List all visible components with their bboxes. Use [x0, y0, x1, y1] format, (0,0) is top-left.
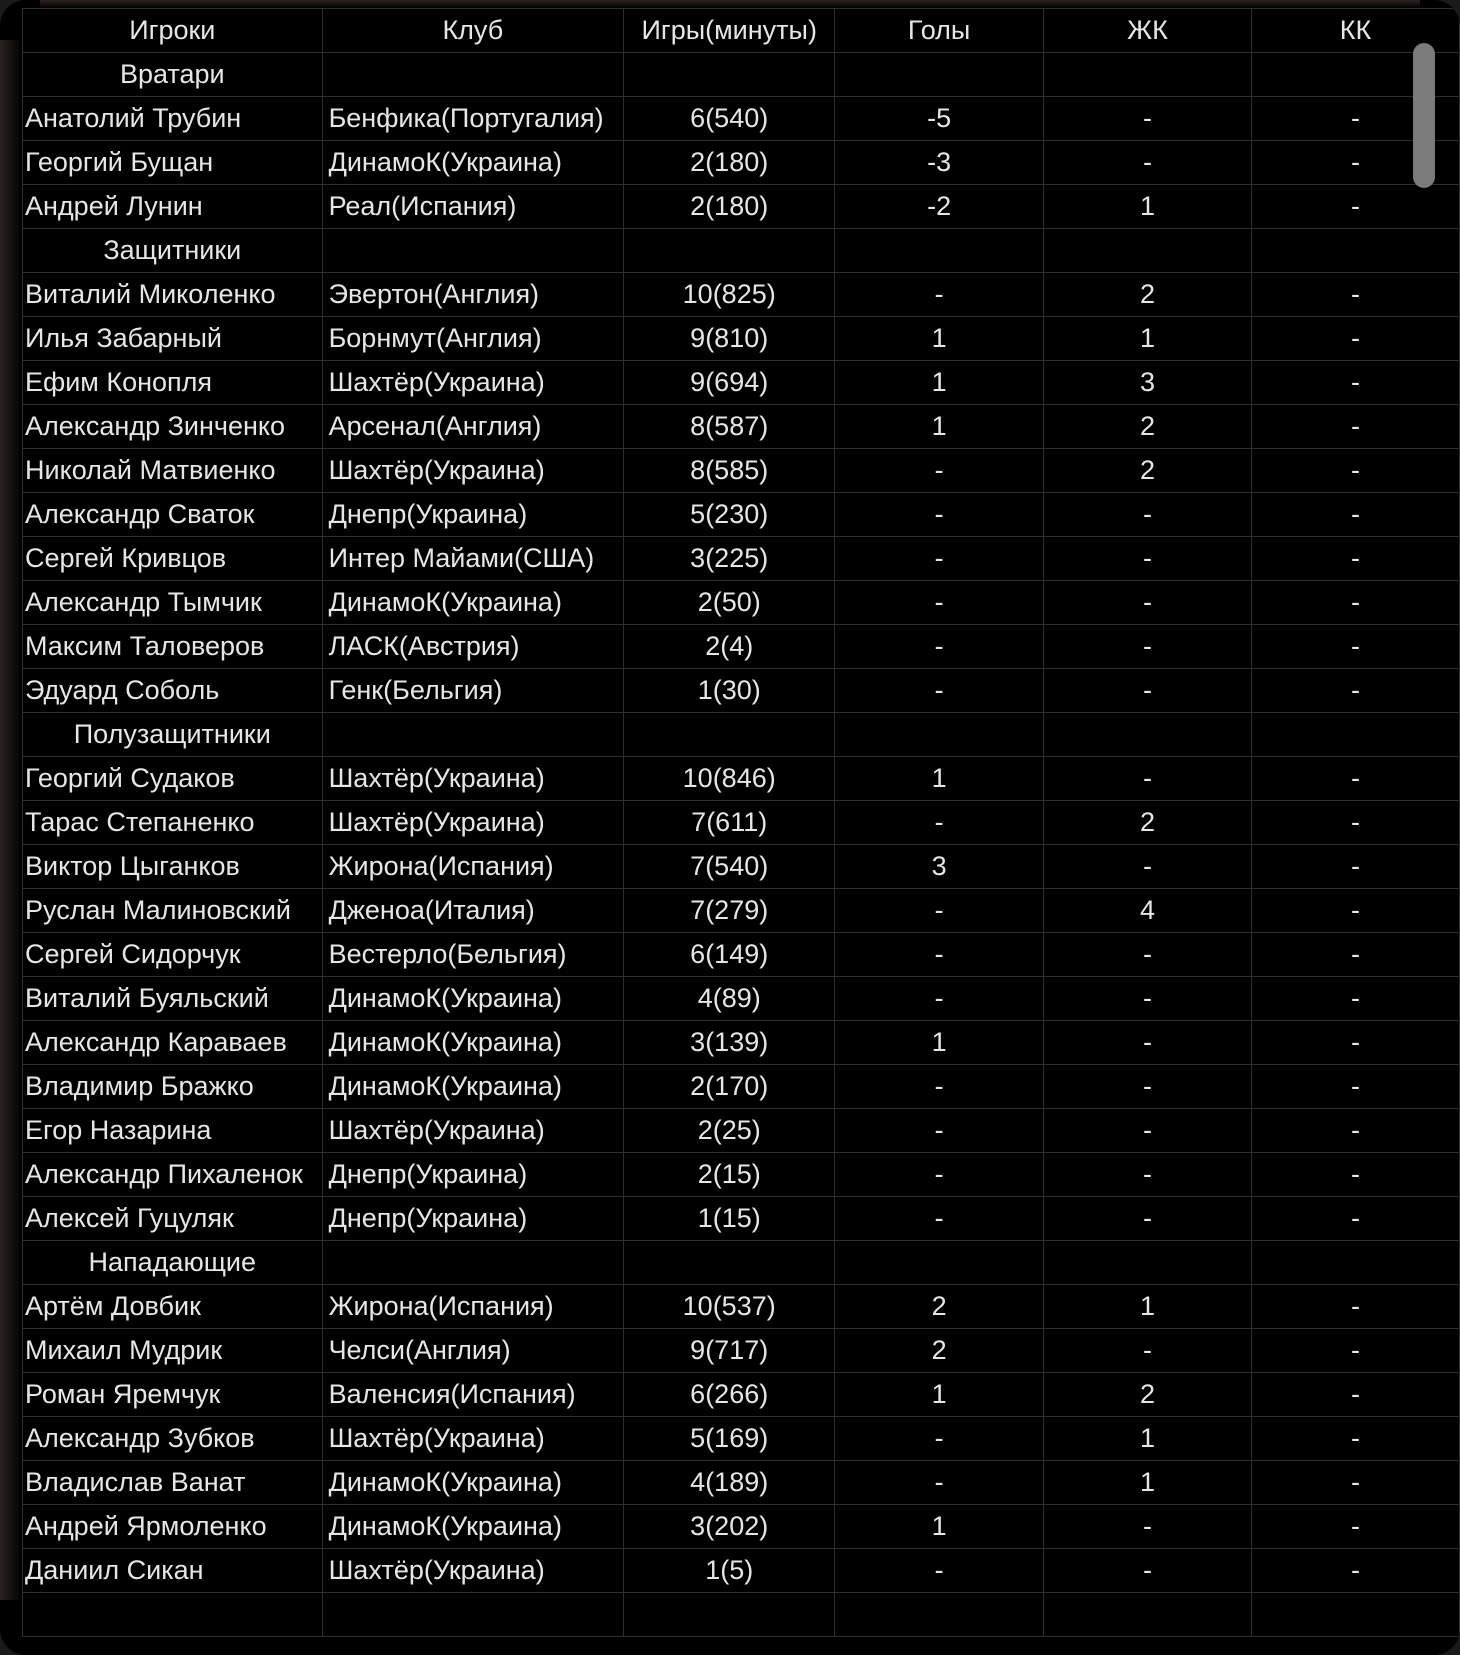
player-name: Илья Забарный: [23, 317, 323, 361]
section-row: [23, 1241, 1460, 1285]
player-name: Михаил Мудрик: [23, 1329, 323, 1373]
yellow-cards: 2: [1043, 273, 1251, 317]
empty-cell: [835, 53, 1044, 97]
player-club: ЛАСК(Австрия): [322, 625, 624, 669]
empty-cell: [1252, 1241, 1460, 1285]
table-row: [23, 141, 1460, 185]
player-name: Виталий Буяльский: [23, 977, 323, 1021]
player-club: Днепр(Украина): [322, 1197, 624, 1241]
red-cards: -: [1252, 1021, 1460, 1065]
player-name: Виталий Миколенко: [23, 273, 323, 317]
goals: -: [835, 801, 1044, 845]
table-row: [23, 801, 1460, 845]
goals: -: [835, 1197, 1044, 1241]
player-name: Георгий Бущан: [23, 141, 323, 185]
goals: -5: [835, 97, 1044, 141]
games-minutes: 7(279): [624, 889, 835, 933]
table-row: [23, 1021, 1460, 1065]
player-name: Алексей Гуцуляк: [23, 1197, 323, 1241]
goals: -: [835, 625, 1044, 669]
games-minutes: 1(30): [624, 669, 835, 713]
red-cards: -: [1252, 1329, 1460, 1373]
yellow-cards: -: [1043, 141, 1251, 185]
player-club: Шахтёр(Украина): [322, 449, 624, 493]
empty-cell: [322, 1593, 624, 1637]
player-name: Александр Сваток: [23, 493, 323, 537]
header-club: Клуб: [322, 9, 624, 53]
red-cards: -: [1252, 1505, 1460, 1549]
player-name: Егор Назарина: [23, 1109, 323, 1153]
red-cards: -: [1252, 977, 1460, 1021]
empty-cell: [624, 229, 835, 273]
yellow-cards: 4: [1043, 889, 1251, 933]
player-club: Шахтёр(Украина): [322, 801, 624, 845]
player-name: Александр Пихаленок: [23, 1153, 323, 1197]
yellow-cards: -: [1043, 669, 1251, 713]
red-cards: -: [1252, 1065, 1460, 1109]
goals: -: [835, 493, 1044, 537]
games-minutes: 4(89): [624, 977, 835, 1021]
player-club: ДинамоК(Украина): [322, 1065, 624, 1109]
table-row: [23, 1461, 1460, 1505]
red-cards: -: [1252, 1549, 1460, 1593]
section-title: Нападающие: [23, 1241, 323, 1285]
player-club: Валенсия(Испания): [322, 1373, 624, 1417]
player-name: Николай Матвиенко: [23, 449, 323, 493]
header-goals: Голы: [835, 9, 1044, 53]
games-minutes: 2(180): [624, 185, 835, 229]
header-games-minutes: Игры(минуты): [624, 9, 835, 53]
empty-cell: [23, 1593, 323, 1637]
empty-cell: [835, 1241, 1044, 1285]
yellow-cards: -: [1043, 1021, 1251, 1065]
red-cards: -: [1252, 1461, 1460, 1505]
yellow-cards: -: [1043, 1197, 1251, 1241]
games-minutes: 1(5): [624, 1549, 835, 1593]
player-name: Артём Довбик: [23, 1285, 323, 1329]
top-edge-shade: [40, 0, 1420, 8]
player-club: Шахтёр(Украина): [322, 1549, 624, 1593]
empty-cell: [1252, 1593, 1460, 1637]
empty-cell: [1043, 1241, 1251, 1285]
games-minutes: 10(537): [624, 1285, 835, 1329]
games-minutes: 3(139): [624, 1021, 835, 1065]
games-minutes: 2(180): [624, 141, 835, 185]
goals: 3: [835, 845, 1044, 889]
empty-cell: [1252, 713, 1460, 757]
games-minutes: 2(15): [624, 1153, 835, 1197]
red-cards: -: [1252, 845, 1460, 889]
table-row: [23, 97, 1460, 141]
table-row: [23, 625, 1460, 669]
yellow-cards: 1: [1043, 317, 1251, 361]
games-minutes: 7(540): [624, 845, 835, 889]
games-minutes: 7(611): [624, 801, 835, 845]
goals: 1: [835, 361, 1044, 405]
player-name: Эдуард Соболь: [23, 669, 323, 713]
empty-cell: [1043, 713, 1251, 757]
games-minutes: 2(170): [624, 1065, 835, 1109]
empty-cell: [1043, 229, 1251, 273]
goals: -: [835, 1065, 1044, 1109]
red-cards: -: [1252, 801, 1460, 845]
yellow-cards: -: [1043, 1329, 1251, 1373]
red-cards: -: [1252, 1373, 1460, 1417]
section-row: [23, 53, 1460, 97]
table-row: [23, 185, 1460, 229]
goals: 1: [835, 1373, 1044, 1417]
section-title: Полузащитники: [23, 713, 323, 757]
goals: -: [835, 889, 1044, 933]
goals: 2: [835, 1329, 1044, 1373]
red-cards: -: [1252, 449, 1460, 493]
empty-cell: [322, 53, 624, 97]
empty-cell: [624, 1593, 835, 1637]
yellow-cards: -: [1043, 1065, 1251, 1109]
yellow-cards: 3: [1043, 361, 1251, 405]
goals: -: [835, 669, 1044, 713]
empty-cell: [322, 229, 624, 273]
empty-cell: [1043, 53, 1251, 97]
player-name: Максим Таловеров: [23, 625, 323, 669]
table-row: [23, 1285, 1460, 1329]
player-club: Дженоа(Италия): [322, 889, 624, 933]
table-row: [23, 1153, 1460, 1197]
red-cards: -: [1252, 1417, 1460, 1461]
games-minutes: 8(585): [624, 449, 835, 493]
section-title: Защитники: [23, 229, 323, 273]
goals: -3: [835, 141, 1044, 185]
red-cards: -: [1252, 1153, 1460, 1197]
player-club: Шахтёр(Украина): [322, 361, 624, 405]
games-minutes: 3(225): [624, 537, 835, 581]
goals: -: [835, 581, 1044, 625]
red-cards: -: [1252, 185, 1460, 229]
header-red-cards: КК: [1252, 9, 1460, 53]
games-minutes: 8(587): [624, 405, 835, 449]
player-club: ДинамоК(Украина): [322, 141, 624, 185]
goals: -: [835, 537, 1044, 581]
goals: -: [835, 1549, 1044, 1593]
player-club: ДинамоК(Украина): [322, 1021, 624, 1065]
yellow-cards: 1: [1043, 1461, 1251, 1505]
player-club: Челси(Англия): [322, 1329, 624, 1373]
player-name: Ефим Конопля: [23, 361, 323, 405]
player-club: Интер Майами(США): [322, 537, 624, 581]
table-row: [23, 581, 1460, 625]
yellow-cards: -: [1043, 1549, 1251, 1593]
player-name: Владимир Бражко: [23, 1065, 323, 1109]
yellow-cards: 1: [1043, 1417, 1251, 1461]
yellow-cards: 2: [1043, 1373, 1251, 1417]
player-name: Роман Яремчук: [23, 1373, 323, 1417]
player-club: Шахтёр(Украина): [322, 757, 624, 801]
player-name: Владислав Ванат: [23, 1461, 323, 1505]
table-row: [23, 757, 1460, 801]
empty-row: [23, 1593, 1460, 1637]
yellow-cards: 1: [1043, 1285, 1251, 1329]
red-cards: -: [1252, 581, 1460, 625]
player-name: Александр Тымчик: [23, 581, 323, 625]
player-club: Арсенал(Англия): [322, 405, 624, 449]
games-minutes: 6(540): [624, 97, 835, 141]
yellow-cards: -: [1043, 97, 1251, 141]
table-row: [23, 845, 1460, 889]
goals: -: [835, 273, 1044, 317]
games-minutes: 5(169): [624, 1417, 835, 1461]
player-name: Андрей Лунин: [23, 185, 323, 229]
player-name: Анатолий Трубин: [23, 97, 323, 141]
player-club: Бенфика(Португалия): [322, 97, 624, 141]
players-table: [22, 8, 1460, 1637]
games-minutes: 9(717): [624, 1329, 835, 1373]
player-club: ДинамоК(Украина): [322, 1461, 624, 1505]
yellow-cards: -: [1043, 537, 1251, 581]
goals: 1: [835, 1021, 1044, 1065]
empty-cell: [624, 53, 835, 97]
player-name: Александр Зинченко: [23, 405, 323, 449]
player-club: Борнмут(Англия): [322, 317, 624, 361]
games-minutes: 1(15): [624, 1197, 835, 1241]
empty-cell: [624, 1241, 835, 1285]
player-club: Вестерло(Бельгия): [322, 933, 624, 977]
yellow-cards: -: [1043, 625, 1251, 669]
yellow-cards: -: [1043, 977, 1251, 1021]
yellow-cards: 2: [1043, 801, 1251, 845]
table-row: [23, 1549, 1460, 1593]
red-cards: -: [1252, 361, 1460, 405]
section-title: Вратари: [23, 53, 323, 97]
table-row: [23, 361, 1460, 405]
games-minutes: 10(846): [624, 757, 835, 801]
games-minutes: 10(825): [624, 273, 835, 317]
games-minutes: 3(202): [624, 1505, 835, 1549]
yellow-cards: 2: [1043, 405, 1251, 449]
goals: -: [835, 449, 1044, 493]
games-minutes: 6(149): [624, 933, 835, 977]
games-minutes: 9(810): [624, 317, 835, 361]
yellow-cards: -: [1043, 1153, 1251, 1197]
goals: 2: [835, 1285, 1044, 1329]
empty-cell: [835, 229, 1044, 273]
table-row: [23, 493, 1460, 537]
red-cards: -: [1252, 933, 1460, 977]
player-club: Эвертон(Англия): [322, 273, 624, 317]
yellow-cards: -: [1043, 1109, 1251, 1153]
games-minutes: 6(266): [624, 1373, 835, 1417]
table-row: [23, 1197, 1460, 1241]
red-cards: -: [1252, 97, 1460, 141]
goals: 1: [835, 757, 1044, 801]
player-club: ДинамоК(Украина): [322, 581, 624, 625]
yellow-cards: -: [1043, 493, 1251, 537]
goals: -: [835, 1461, 1044, 1505]
table-row: [23, 1417, 1460, 1461]
empty-cell: [1252, 229, 1460, 273]
red-cards: -: [1252, 669, 1460, 713]
player-club: Днепр(Украина): [322, 1153, 624, 1197]
table-row: [23, 889, 1460, 933]
table-row: [23, 449, 1460, 493]
table-row: [23, 977, 1460, 1021]
games-minutes: 4(189): [624, 1461, 835, 1505]
games-minutes: 2(4): [624, 625, 835, 669]
players-table-body: [23, 9, 1460, 1637]
table-row: [23, 1373, 1460, 1417]
goals: 1: [835, 405, 1044, 449]
red-cards: -: [1252, 317, 1460, 361]
goals: 1: [835, 317, 1044, 361]
yellow-cards: -: [1043, 845, 1251, 889]
red-cards: -: [1252, 625, 1460, 669]
player-club: Реал(Испания): [322, 185, 624, 229]
player-club: ДинамоК(Украина): [322, 977, 624, 1021]
goals: -: [835, 1153, 1044, 1197]
player-name: Виктор Цыганков: [23, 845, 323, 889]
yellow-cards: -: [1043, 1505, 1251, 1549]
player-club: Генк(Бельгия): [322, 669, 624, 713]
player-name: Георгий Судаков: [23, 757, 323, 801]
goals: -: [835, 977, 1044, 1021]
red-cards: -: [1252, 889, 1460, 933]
red-cards: -: [1252, 405, 1460, 449]
red-cards: -: [1252, 493, 1460, 537]
games-minutes: 9(694): [624, 361, 835, 405]
player-name: Андрей Ярмоленко: [23, 1505, 323, 1549]
goals: 1: [835, 1505, 1044, 1549]
red-cards: -: [1252, 1285, 1460, 1329]
section-row: [23, 229, 1460, 273]
player-name: Даниил Сикан: [23, 1549, 323, 1593]
goals: -: [835, 1109, 1044, 1153]
table-header-row: [23, 9, 1460, 53]
player-name: Тарас Степаненко: [23, 801, 323, 845]
table-row: [23, 1505, 1460, 1549]
player-name: Александр Зубков: [23, 1417, 323, 1461]
empty-cell: [1043, 1593, 1251, 1637]
yellow-cards: -: [1043, 757, 1251, 801]
table-row: [23, 1329, 1460, 1373]
yellow-cards: 1: [1043, 185, 1251, 229]
red-cards: -: [1252, 141, 1460, 185]
empty-cell: [322, 713, 624, 757]
table-row: [23, 1065, 1460, 1109]
empty-cell: [835, 713, 1044, 757]
player-club: Жирона(Испания): [322, 1285, 624, 1329]
games-minutes: 5(230): [624, 493, 835, 537]
section-row: [23, 713, 1460, 757]
header-yellow-cards: ЖК: [1043, 9, 1251, 53]
yellow-cards: -: [1043, 581, 1251, 625]
vertical-scrollbar-thumb[interactable]: [1413, 43, 1435, 188]
left-edge-shade: [0, 40, 22, 1600]
table-row: [23, 273, 1460, 317]
yellow-cards: -: [1043, 933, 1251, 977]
player-club: Шахтёр(Украина): [322, 1109, 624, 1153]
yellow-cards: 2: [1043, 449, 1251, 493]
player-name: Руслан Малиновский: [23, 889, 323, 933]
table-row: [23, 1109, 1460, 1153]
goals: -2: [835, 185, 1044, 229]
table-row: [23, 669, 1460, 713]
red-cards: -: [1252, 1109, 1460, 1153]
table-row: [23, 537, 1460, 581]
empty-cell: [624, 713, 835, 757]
empty-cell: [322, 1241, 624, 1285]
player-club: Шахтёр(Украина): [322, 1417, 624, 1461]
player-club: Днепр(Украина): [322, 493, 624, 537]
table-row: [23, 933, 1460, 977]
red-cards: -: [1252, 1197, 1460, 1241]
player-club: Жирона(Испания): [322, 845, 624, 889]
goals: -: [835, 933, 1044, 977]
goals: -: [835, 1417, 1044, 1461]
games-minutes: 2(50): [624, 581, 835, 625]
player-name: Сергей Кривцов: [23, 537, 323, 581]
games-minutes: 2(25): [624, 1109, 835, 1153]
table-row: [23, 317, 1460, 361]
empty-cell: [835, 1593, 1044, 1637]
player-club: ДинамоК(Украина): [322, 1505, 624, 1549]
table-row: [23, 405, 1460, 449]
player-name: Сергей Сидорчук: [23, 933, 323, 977]
red-cards: -: [1252, 537, 1460, 581]
header-players: Игроки: [23, 9, 323, 53]
red-cards: -: [1252, 273, 1460, 317]
player-name: Александр Караваев: [23, 1021, 323, 1065]
red-cards: -: [1252, 757, 1460, 801]
